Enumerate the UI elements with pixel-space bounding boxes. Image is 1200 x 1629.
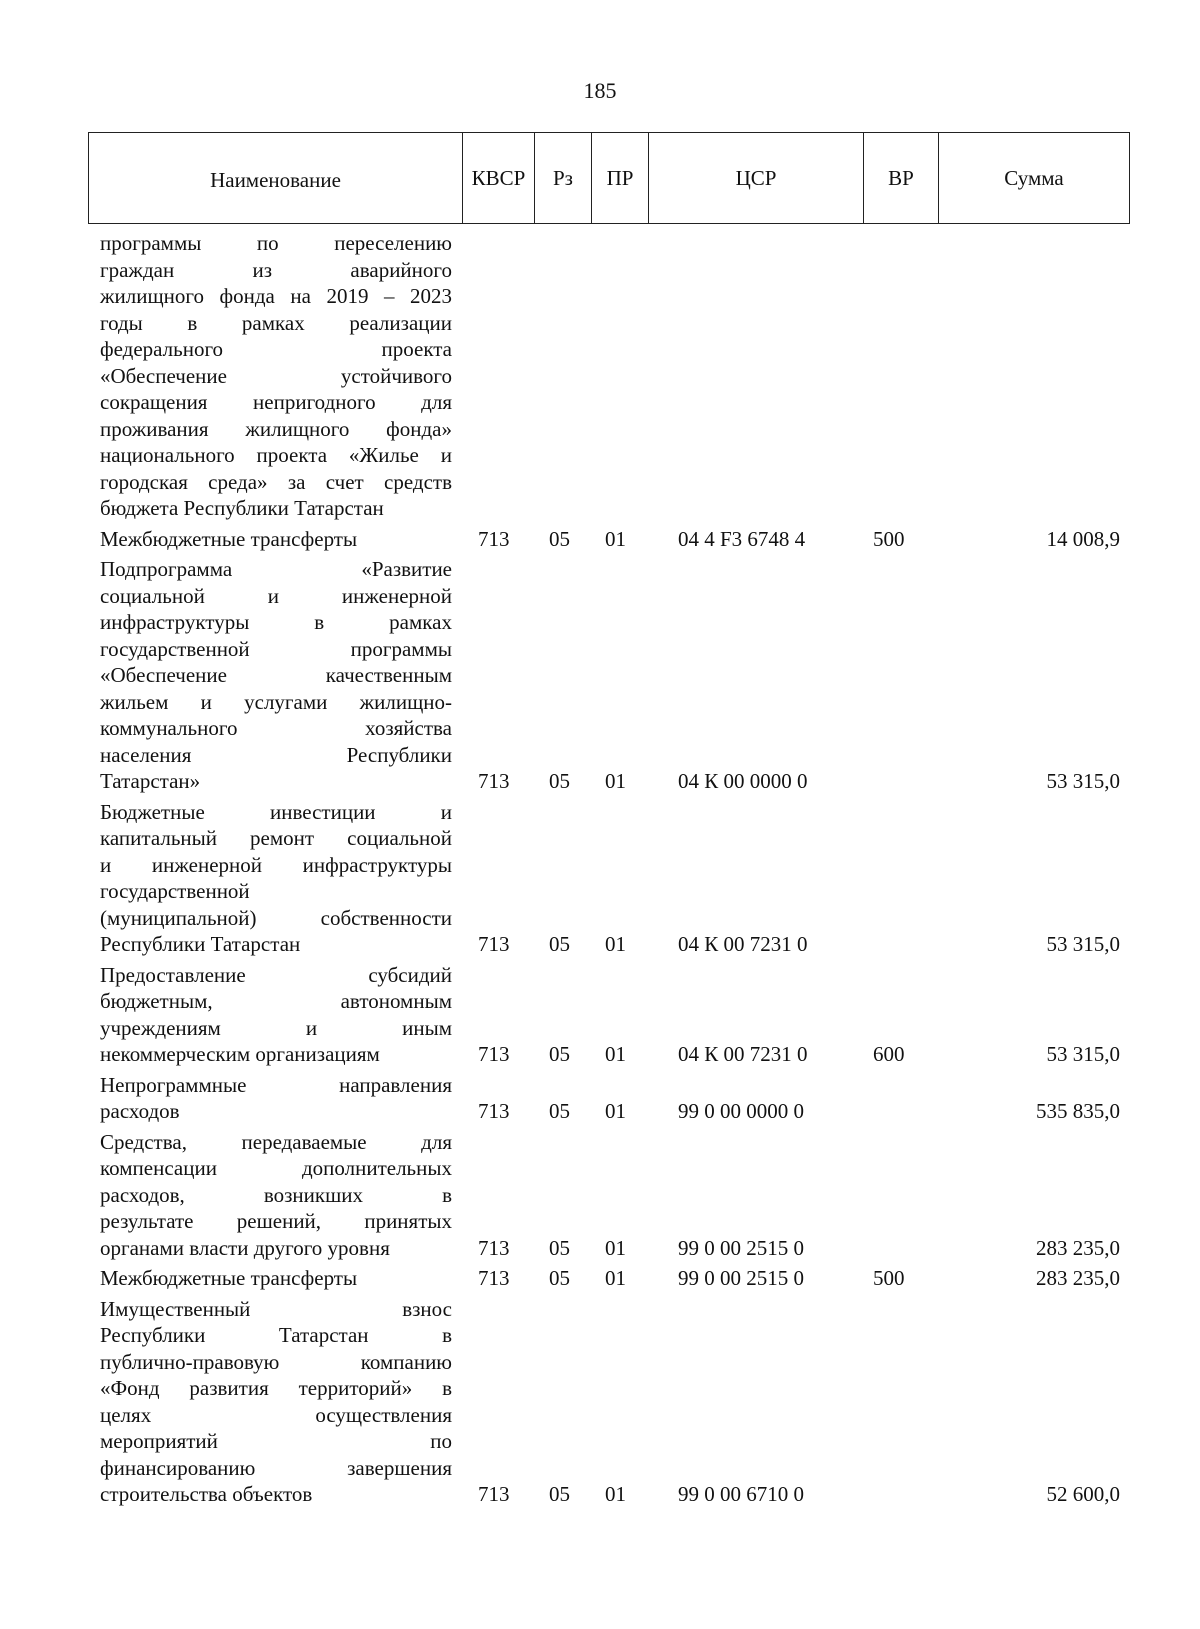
- row-name-line: бюджета Республики Татарстан: [100, 496, 384, 520]
- header-rz: Рз: [535, 133, 592, 223]
- row-cells: [0, 1098, 1200, 1125]
- cell-rz: 05: [549, 1235, 570, 1260]
- row-name-line: сокращения непригодного для: [100, 390, 452, 414]
- table-row: [0, 230, 1200, 522]
- table-row: [0, 1265, 1200, 1292]
- row-name-line: некоммерческим организациям: [100, 1042, 380, 1066]
- row-name-line: федерального проекта: [100, 337, 452, 361]
- cell-kvsr: 713: [478, 1042, 510, 1066]
- row-name-line: и инженерной инфраструктуры: [100, 852, 452, 877]
- cell-rz: 05: [549, 1042, 570, 1066]
- table-row: [0, 1072, 1200, 1125]
- cell-rz: 05: [549, 1266, 570, 1290]
- row-name-line: государственной: [100, 879, 250, 903]
- cell-sum: 535 835,0: [1036, 1099, 1120, 1123]
- cell-csr: 99 0 00 6710 0: [678, 1482, 804, 1506]
- row-name-line: «Обеспечение устойчивого: [100, 363, 452, 388]
- row-name-line: граждан из аварийного: [100, 257, 452, 282]
- cell-sum: 53 315,0: [1046, 1042, 1120, 1066]
- row-name-line: населения Республики: [100, 742, 452, 767]
- row-name-line: финансированию завершения: [100, 1455, 452, 1480]
- cell-pr: 01: [605, 1266, 626, 1290]
- row-name-line: Имущественный взнос: [100, 1296, 452, 1321]
- cell-kvsr: 713: [478, 1266, 510, 1290]
- header-kvsr: КВСР: [463, 133, 535, 223]
- row-name-line: Межбюджетные трансферты: [100, 526, 358, 551]
- row-name: [100, 230, 452, 522]
- cell-kvsr: 713: [478, 1235, 510, 1260]
- row-name-line: бюджетным, автономным: [100, 989, 452, 1013]
- cell-csr: 04 К 00 7231 0: [678, 1042, 808, 1066]
- cell-pr: 01: [605, 526, 626, 551]
- cell-pr: 01: [605, 1235, 626, 1260]
- row-cells: [0, 1041, 1200, 1068]
- row-name-line: инфраструктуры в рамках: [100, 610, 452, 634]
- row-name-line: «Обеспечение качественным: [100, 663, 452, 687]
- row-name-line: (муниципальной) собственности: [100, 905, 452, 930]
- row-name-line: учреждениям и иным: [100, 1015, 452, 1040]
- row-name-line: государственной программы: [100, 636, 452, 661]
- row-name-line: городская среда» за счет средств: [100, 469, 452, 494]
- row-cells: [0, 931, 1200, 958]
- cell-sum: 14 008,9: [1046, 526, 1120, 551]
- cell-kvsr: 713: [478, 1482, 510, 1506]
- cell-rz: 05: [549, 1482, 570, 1506]
- row-name-line: Межбюджетные трансферты: [100, 1266, 358, 1290]
- row-name-line: «Фонд развития территорий» в: [100, 1376, 452, 1400]
- cell-vr: 600: [873, 1042, 905, 1066]
- row-name-line: социальной и инженерной: [100, 583, 452, 608]
- row-name-line: мероприятий по: [100, 1429, 452, 1453]
- row-name-line: расходов: [100, 1099, 180, 1123]
- row-cells: [0, 768, 1200, 795]
- table-row: [0, 556, 1200, 795]
- row-name-line: целях осуществления: [100, 1402, 452, 1427]
- cell-rz: 05: [549, 932, 570, 956]
- row-name-line: Предоставление субсидий: [100, 962, 452, 987]
- row-name: [100, 1296, 452, 1508]
- header-pr: ПР: [592, 133, 649, 223]
- cell-pr: 01: [605, 769, 626, 793]
- cell-rz: 05: [549, 1099, 570, 1123]
- cell-csr: 99 0 00 2515 0: [678, 1235, 804, 1260]
- row-name-line: жильем и услугами жилищно-: [100, 689, 452, 714]
- cell-csr: 04 К 00 0000 0: [678, 769, 808, 793]
- row-cells: [0, 495, 1200, 522]
- row-cells: [0, 526, 1200, 553]
- cell-kvsr: 713: [478, 769, 510, 793]
- row-name-line: Непрограммные направления: [100, 1072, 452, 1097]
- header-vr: ВР: [864, 133, 939, 223]
- row-name-line: годы в рамках реализации: [100, 310, 452, 335]
- cell-pr: 01: [605, 932, 626, 956]
- row-name-line: национального проекта «Жилье и: [100, 443, 452, 467]
- table-row: [0, 962, 1200, 1068]
- cell-vr: 500: [873, 526, 905, 551]
- row-name-line: капитальный ремонт социальной: [100, 826, 452, 850]
- cell-sum: 283 235,0: [1036, 1266, 1120, 1290]
- row-name-line: расходов, возникших в: [100, 1182, 452, 1207]
- table-row: [0, 1296, 1200, 1508]
- row-cells: [0, 1235, 1200, 1262]
- row-name-line: Средства, передаваемые для: [100, 1129, 452, 1154]
- cell-sum: 53 315,0: [1046, 932, 1120, 956]
- row-name-line: Республики Татарстан в: [100, 1323, 452, 1347]
- cell-kvsr: 713: [478, 932, 510, 956]
- cell-pr: 01: [605, 1482, 626, 1506]
- row-name-line: органами власти другого уровня: [100, 1235, 390, 1260]
- row-name-line: компенсации дополнительных: [100, 1156, 452, 1180]
- table-body: [0, 230, 1200, 1508]
- cell-kvsr: 713: [478, 526, 510, 551]
- page-number: 185: [583, 78, 617, 103]
- row-name-line: результате решений, принятых: [100, 1209, 452, 1233]
- cell-pr: 01: [605, 1099, 626, 1123]
- row-name-line: строительства объектов: [100, 1482, 313, 1506]
- header-name: Наименование: [89, 133, 463, 223]
- row-name-line: проживания жилищного фонда»: [100, 416, 452, 441]
- header-csr: ЦСР: [649, 133, 864, 223]
- cell-csr: 99 0 00 0000 0: [678, 1099, 804, 1123]
- row-cells: [0, 1481, 1200, 1508]
- row-name: [100, 556, 452, 795]
- cell-rz: 05: [549, 526, 570, 551]
- row-name-line: жилищного фонда на 2019 – 2023: [100, 284, 452, 308]
- row-name-line: коммунального хозяйства: [100, 716, 452, 740]
- cell-rz: 05: [549, 769, 570, 793]
- cell-sum: 283 235,0: [1036, 1235, 1120, 1260]
- cell-sum: 52 600,0: [1046, 1482, 1120, 1506]
- table-row: [0, 799, 1200, 958]
- cell-csr: 04 4 F3 6748 4: [678, 526, 806, 551]
- cell-csr: 04 К 00 7231 0: [678, 932, 808, 956]
- cell-sum: 53 315,0: [1046, 769, 1120, 793]
- row-name-line: Подпрограмма «Развитие: [100, 557, 452, 581]
- table-row: [0, 1129, 1200, 1262]
- row-name-line: программы по переселению: [100, 231, 452, 255]
- table-header: [88, 132, 1130, 224]
- table-row: [0, 526, 1200, 553]
- cell-vr: 500: [873, 1266, 905, 1290]
- cell-csr: 99 0 00 2515 0: [678, 1266, 804, 1290]
- cell-kvsr: 713: [478, 1099, 510, 1123]
- row-cells: [0, 1265, 1200, 1292]
- row-name-line: Республики Татарстан: [100, 932, 301, 956]
- cell-pr: 01: [605, 1042, 626, 1066]
- row-name-line: Бюджетные инвестиции и: [100, 799, 452, 824]
- row-name-line: публично-правовую компанию: [100, 1349, 452, 1374]
- row-name-line: Татарстан»: [100, 769, 201, 793]
- header-sum: Сумма: [1004, 165, 1064, 190]
